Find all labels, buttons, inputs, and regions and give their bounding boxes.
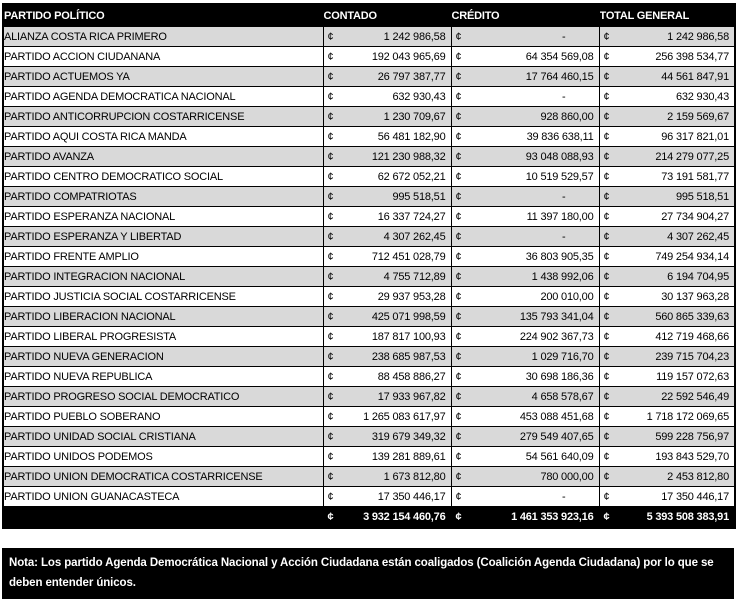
colon-currency-symbol: ¢ <box>455 370 462 383</box>
table-row <box>3 27 735 47</box>
colon-currency-symbol: ¢ <box>455 410 462 423</box>
party-name-cell: PARTIDO JUSTICIA SOCIAL COSTARRICENSE <box>3 287 323 307</box>
colon-currency-symbol: ¢ <box>603 410 610 423</box>
amount-value: 96 317 821,01 <box>661 130 729 143</box>
contado-cell <box>323 447 451 467</box>
credito-cell <box>451 47 599 67</box>
colon-currency-symbol: ¢ <box>603 511 610 523</box>
amount-value: - <box>562 190 566 203</box>
total-credito-cell <box>451 507 599 529</box>
total-cell <box>599 107 735 127</box>
colon-currency-symbol: ¢ <box>603 170 610 183</box>
party-name-cell: PARTIDO UNIDAD SOCIAL CRISTIANA <box>3 427 323 447</box>
colon-currency-symbol: ¢ <box>327 370 334 383</box>
contado-cell <box>323 367 451 387</box>
party-name-cell: ALIANZA COSTA RICA PRIMERO <box>3 27 323 47</box>
credito-cell <box>451 307 599 327</box>
colon-currency-symbol: ¢ <box>603 330 610 343</box>
colon-currency-symbol: ¢ <box>327 390 334 403</box>
table-body <box>3 27 735 507</box>
contado-cell <box>323 107 451 127</box>
total-cell <box>599 147 735 167</box>
colon-currency-symbol: ¢ <box>327 350 334 363</box>
amount-value: 73 191 581,77 <box>661 170 729 183</box>
colon-currency-symbol: ¢ <box>455 210 462 223</box>
table-row <box>3 147 735 167</box>
credito-cell <box>451 487 599 507</box>
amount-value: 22 592 546,49 <box>661 390 729 403</box>
table-row <box>3 487 735 507</box>
colon-currency-symbol: ¢ <box>327 110 334 123</box>
amount-value: 139 281 889,61 <box>371 450 446 463</box>
total-cell <box>599 487 735 507</box>
contado-cell <box>323 207 451 227</box>
credito-cell <box>451 67 599 87</box>
contado-cell <box>323 307 451 327</box>
amount-value: 192 043 965,69 <box>371 50 446 63</box>
colon-currency-symbol: ¢ <box>603 370 610 383</box>
party-name-cell: PARTIDO FRENTE AMPLIO <box>3 247 323 267</box>
colon-currency-symbol: ¢ <box>603 50 610 63</box>
total-cell <box>599 347 735 367</box>
total-cell <box>599 387 735 407</box>
total-credito-value: 1 461 353 923,16 <box>511 511 594 523</box>
contado-cell <box>323 87 451 107</box>
colon-currency-symbol: ¢ <box>603 150 610 163</box>
amount-value: 1 029 716,70 <box>531 350 594 363</box>
table-row <box>3 407 735 427</box>
colon-currency-symbol: ¢ <box>455 290 462 303</box>
contado-cell <box>323 247 451 267</box>
amount-value: 29 937 953,28 <box>377 290 446 303</box>
amount-value: 36 803 905,35 <box>525 250 594 263</box>
colon-currency-symbol: ¢ <box>603 470 610 483</box>
colon-currency-symbol: ¢ <box>603 70 610 83</box>
credito-cell <box>451 87 599 107</box>
amount-value: 39 836 638,11 <box>526 130 594 143</box>
table-row <box>3 167 735 187</box>
contado-cell <box>323 167 451 187</box>
contado-cell <box>323 347 451 367</box>
colon-currency-symbol: ¢ <box>603 310 610 323</box>
amount-value: 121 230 988,32 <box>371 150 446 163</box>
table-row <box>3 207 735 227</box>
colon-currency-symbol: ¢ <box>603 250 610 263</box>
party-name-cell: PARTIDO NUEVA GENERACION <box>3 347 323 367</box>
total-cell <box>599 87 735 107</box>
party-name-cell: PARTIDO CENTRO DEMOCRATICO SOCIAL <box>3 167 323 187</box>
contado-cell <box>323 147 451 167</box>
contado-cell <box>323 27 451 47</box>
total-cell <box>599 187 735 207</box>
colon-currency-symbol: ¢ <box>327 50 334 63</box>
amount-value: 1 242 986,58 <box>667 30 729 43</box>
total-cell <box>599 207 735 227</box>
party-name-cell: PARTIDO INTEGRACION NACIONAL <box>3 267 323 287</box>
contado-cell <box>323 487 451 507</box>
amount-value: 11 397 180,00 <box>526 210 594 223</box>
total-contado-cell <box>323 507 451 529</box>
colon-currency-symbol: ¢ <box>455 250 462 263</box>
colon-currency-symbol: ¢ <box>455 350 462 363</box>
total-cell <box>599 447 735 467</box>
colon-currency-symbol: ¢ <box>603 450 610 463</box>
amount-value: 599 228 756,97 <box>655 430 729 443</box>
amount-value: 256 398 534,77 <box>655 50 729 63</box>
total-cell <box>599 267 735 287</box>
amount-value: 4 755 712,89 <box>383 270 446 283</box>
amount-value: 4 658 578,67 <box>531 390 594 403</box>
total-general-value: 5 393 508 383,91 <box>646 511 729 523</box>
total-cell <box>599 127 735 147</box>
credito-cell <box>451 147 599 167</box>
colon-currency-symbol: ¢ <box>455 230 462 243</box>
party-name-cell: PARTIDO ESPERANZA Y LIBERTAD <box>3 227 323 247</box>
credito-cell <box>451 247 599 267</box>
contado-cell <box>323 407 451 427</box>
table-row <box>3 347 735 367</box>
party-name-cell: PARTIDO UNION DEMOCRATICA COSTARRICENSE <box>3 467 323 487</box>
contado-cell <box>323 327 451 347</box>
amount-value: 224 902 367,73 <box>519 330 594 343</box>
colon-currency-symbol: ¢ <box>327 270 334 283</box>
amount-value: 88 458 886,27 <box>377 370 446 383</box>
amount-value: 187 817 100,93 <box>371 330 446 343</box>
colon-currency-symbol: ¢ <box>603 30 610 43</box>
colon-currency-symbol: ¢ <box>455 30 462 43</box>
amount-value: 780 000,00 <box>540 470 594 483</box>
colon-currency-symbol: ¢ <box>603 430 610 443</box>
colon-currency-symbol: ¢ <box>327 430 334 443</box>
colon-currency-symbol: ¢ <box>327 450 334 463</box>
amount-value: 30 698 186,36 <box>525 370 594 383</box>
colon-currency-symbol: ¢ <box>455 490 462 503</box>
amount-value: 995 518,51 <box>392 190 446 203</box>
colon-currency-symbol: ¢ <box>327 410 334 423</box>
table-row <box>3 87 735 107</box>
colon-currency-symbol: ¢ <box>327 90 334 103</box>
credito-cell <box>451 167 599 187</box>
party-name-cell: PARTIDO PROGRESO SOCIAL DEMOCRATICO <box>3 387 323 407</box>
contado-cell <box>323 267 451 287</box>
total-general-cell <box>599 507 735 529</box>
contado-cell <box>323 387 451 407</box>
credito-cell <box>451 387 599 407</box>
colon-currency-symbol: ¢ <box>603 350 610 363</box>
total-row-label: TOTAL GENERAL <box>3 507 323 529</box>
total-contado-value: 3 932 154 460,76 <box>363 511 446 523</box>
amount-value: 453 088 451,68 <box>519 410 594 423</box>
contado-cell <box>323 187 451 207</box>
colon-currency-symbol: ¢ <box>327 511 334 523</box>
amount-value: 1 718 172 069,65 <box>646 410 729 423</box>
credito-cell <box>451 427 599 447</box>
amount-value: 2 159 569,67 <box>667 110 729 123</box>
col-header-credito: CRÉDITO <box>451 4 599 27</box>
party-name-cell: PARTIDO UNION GUANACASTECA <box>3 487 323 507</box>
colon-currency-symbol: ¢ <box>603 90 610 103</box>
total-cell <box>599 47 735 67</box>
table-header-row <box>3 4 735 27</box>
credito-cell <box>451 187 599 207</box>
party-name-cell: PARTIDO PUEBLO SOBERANO <box>3 407 323 427</box>
col-header-total-general: TOTAL GENERAL <box>599 4 735 27</box>
contado-cell <box>323 287 451 307</box>
amount-value: 1 230 709,67 <box>383 110 446 123</box>
amount-value: 17 933 967,82 <box>377 390 446 403</box>
colon-currency-symbol: ¢ <box>327 230 334 243</box>
colon-currency-symbol: ¢ <box>327 70 334 83</box>
colon-currency-symbol: ¢ <box>327 250 334 263</box>
contado-cell <box>323 427 451 447</box>
amount-value: 2 453 812,80 <box>667 470 729 483</box>
total-cell <box>599 287 735 307</box>
credito-cell <box>451 347 599 367</box>
table-row <box>3 467 735 487</box>
colon-currency-symbol: ¢ <box>603 130 610 143</box>
credito-cell <box>451 467 599 487</box>
colon-currency-symbol: ¢ <box>603 270 610 283</box>
colon-currency-symbol: ¢ <box>327 210 334 223</box>
party-name-cell: PARTIDO NUEVA REPUBLICA <box>3 367 323 387</box>
table-row <box>3 107 735 127</box>
amount-value: 749 254 934,14 <box>655 250 729 263</box>
credito-cell <box>451 447 599 467</box>
amount-value: 1 438 992,06 <box>531 270 594 283</box>
total-cell <box>599 407 735 427</box>
table-row <box>3 427 735 447</box>
amount-value: - <box>562 230 566 243</box>
party-name-cell: PARTIDO AQUI COSTA RICA MANDA <box>3 127 323 147</box>
colon-currency-symbol: ¢ <box>327 310 334 323</box>
amount-value: 279 549 407,65 <box>519 430 594 443</box>
amount-value: 44 561 847,91 <box>661 70 729 83</box>
amount-value: 200 010,00 <box>540 290 594 303</box>
amount-value: - <box>562 490 566 503</box>
colon-currency-symbol: ¢ <box>603 110 610 123</box>
colon-currency-symbol: ¢ <box>327 470 334 483</box>
total-cell <box>599 67 735 87</box>
credito-cell <box>451 267 599 287</box>
col-header-partido-politico: PARTIDO POLÍTICO <box>3 4 323 27</box>
amount-value: 27 734 904,27 <box>661 210 729 223</box>
amount-value: 10 519 529,57 <box>525 170 594 183</box>
total-cell <box>599 427 735 447</box>
colon-currency-symbol: ¢ <box>455 70 462 83</box>
contado-cell <box>323 47 451 67</box>
col-header-contado: CONTADO <box>323 4 451 27</box>
colon-currency-symbol: ¢ <box>455 430 462 443</box>
colon-currency-symbol: ¢ <box>455 150 462 163</box>
amount-value: 16 337 724,27 <box>377 210 446 223</box>
colon-currency-symbol: ¢ <box>455 110 462 123</box>
party-name-cell: PARTIDO COMPATRIOTAS <box>3 187 323 207</box>
amount-value: 56 481 182,90 <box>377 130 446 143</box>
amount-value: 4 307 262,45 <box>383 230 446 243</box>
party-name-cell: PARTIDO ACCION CIUDANANA <box>3 47 323 67</box>
party-name-cell: PARTIDO UNIDOS PODEMOS <box>3 447 323 467</box>
credito-cell <box>451 207 599 227</box>
amount-value: 1 265 083 617,97 <box>363 410 446 423</box>
colon-currency-symbol: ¢ <box>455 130 462 143</box>
colon-currency-symbol: ¢ <box>603 190 610 203</box>
credito-cell <box>451 107 599 127</box>
amount-value: 135 793 341,04 <box>519 310 594 323</box>
colon-currency-symbol: ¢ <box>455 330 462 343</box>
colon-currency-symbol: ¢ <box>455 50 462 63</box>
colon-currency-symbol: ¢ <box>327 150 334 163</box>
total-cell <box>599 167 735 187</box>
amount-value: 412 719 468,66 <box>655 330 729 343</box>
total-cell <box>599 367 735 387</box>
total-cell <box>599 227 735 247</box>
table-row <box>3 247 735 267</box>
colon-currency-symbol: ¢ <box>603 490 610 503</box>
colon-currency-symbol: ¢ <box>327 30 334 43</box>
total-cell <box>599 467 735 487</box>
credito-cell <box>451 127 599 147</box>
credito-cell <box>451 367 599 387</box>
amount-value: 319 679 349,32 <box>371 430 446 443</box>
table-row <box>3 227 735 247</box>
party-name-cell: PARTIDO ESPERANZA NACIONAL <box>3 207 323 227</box>
colon-currency-symbol: ¢ <box>327 330 334 343</box>
table-row <box>3 187 735 207</box>
amount-value: 632 930,43 <box>392 90 446 103</box>
contado-cell <box>323 227 451 247</box>
contado-cell <box>323 127 451 147</box>
colon-currency-symbol: ¢ <box>327 170 334 183</box>
amount-value: 928 860,00 <box>540 110 594 123</box>
party-name-cell: PARTIDO LIBERAL PROGRESISTA <box>3 327 323 347</box>
colon-currency-symbol: ¢ <box>455 270 462 283</box>
colon-currency-symbol: ¢ <box>603 390 610 403</box>
colon-currency-symbol: ¢ <box>455 170 462 183</box>
colon-currency-symbol: ¢ <box>327 130 334 143</box>
table-row <box>3 267 735 287</box>
credito-cell <box>451 407 599 427</box>
colon-currency-symbol: ¢ <box>603 290 610 303</box>
footnote: Nota: Los partido Agenda Democrática Nacional y Acción Ciudadana están coaligados (Coalición Agenda Ciudadana) por lo que se deben entender únicos. <box>2 548 734 599</box>
colon-currency-symbol: ¢ <box>603 230 610 243</box>
amount-value: 1 673 812,80 <box>383 470 446 483</box>
party-name-cell: PARTIDO ACTUEMOS YA <box>3 67 323 87</box>
amount-value: 93 048 088,93 <box>525 150 594 163</box>
amount-value: - <box>562 30 566 43</box>
party-funding-table <box>2 3 736 529</box>
credito-cell <box>451 227 599 247</box>
amount-value: 425 071 998,59 <box>371 310 446 323</box>
colon-currency-symbol: ¢ <box>455 190 462 203</box>
amount-value: - <box>562 90 566 103</box>
party-name-cell: PARTIDO ANTICORRUPCION COSTARRICENSE <box>3 107 323 127</box>
colon-currency-symbol: ¢ <box>455 90 462 103</box>
colon-currency-symbol: ¢ <box>327 290 334 303</box>
colon-currency-symbol: ¢ <box>603 210 610 223</box>
amount-value: 64 354 569,08 <box>525 50 594 63</box>
table-row <box>3 447 735 467</box>
amount-value: 632 930,43 <box>675 90 729 103</box>
total-cell <box>599 307 735 327</box>
table-row <box>3 67 735 87</box>
contado-cell <box>323 67 451 87</box>
colon-currency-symbol: ¢ <box>455 511 462 523</box>
amount-value: 17 350 446,17 <box>661 490 729 503</box>
amount-value: 214 279 077,25 <box>655 150 729 163</box>
table-row <box>3 327 735 347</box>
amount-value: 239 715 704,23 <box>655 350 729 363</box>
total-row <box>3 507 735 529</box>
table-row <box>3 287 735 307</box>
amount-value: 30 137 963,28 <box>661 290 729 303</box>
amount-value: 17 350 446,17 <box>377 490 446 503</box>
amount-value: 17 764 460,15 <box>525 70 594 83</box>
colon-currency-symbol: ¢ <box>327 490 334 503</box>
amount-value: 1 242 986,58 <box>383 30 446 43</box>
amount-value: 119 157 072,63 <box>656 370 729 383</box>
amount-value: 26 797 387,77 <box>377 70 446 83</box>
amount-value: 995 518,51 <box>675 190 729 203</box>
colon-currency-symbol: ¢ <box>455 310 462 323</box>
amount-value: 54 561 640,09 <box>525 450 594 463</box>
party-name-cell: PARTIDO AGENDA DEMOCRATICA NACIONAL <box>3 87 323 107</box>
amount-value: 238 685 987,53 <box>371 350 446 363</box>
credito-cell <box>451 27 599 47</box>
party-name-cell: PARTIDO LIBERACION NACIONAL <box>3 307 323 327</box>
total-cell <box>599 27 735 47</box>
table-row <box>3 367 735 387</box>
contado-cell <box>323 467 451 487</box>
credito-cell <box>451 327 599 347</box>
table-row <box>3 387 735 407</box>
colon-currency-symbol: ¢ <box>455 450 462 463</box>
credito-cell <box>451 287 599 307</box>
amount-value: 560 865 339,63 <box>655 310 729 323</box>
amount-value: 712 451 028,79 <box>371 250 446 263</box>
party-name-cell: PARTIDO AVANZA <box>3 147 323 167</box>
table-row <box>3 47 735 67</box>
table-row <box>3 127 735 147</box>
colon-currency-symbol: ¢ <box>455 390 462 403</box>
colon-currency-symbol: ¢ <box>327 190 334 203</box>
table-row <box>3 307 735 327</box>
total-cell <box>599 247 735 267</box>
total-cell <box>599 327 735 347</box>
amount-value: 62 672 052,21 <box>377 170 446 183</box>
colon-currency-symbol: ¢ <box>455 470 462 483</box>
amount-value: 4 307 262,45 <box>667 230 729 243</box>
amount-value: 6 194 704,95 <box>667 270 729 283</box>
amount-value: 193 843 529,70 <box>655 450 729 463</box>
